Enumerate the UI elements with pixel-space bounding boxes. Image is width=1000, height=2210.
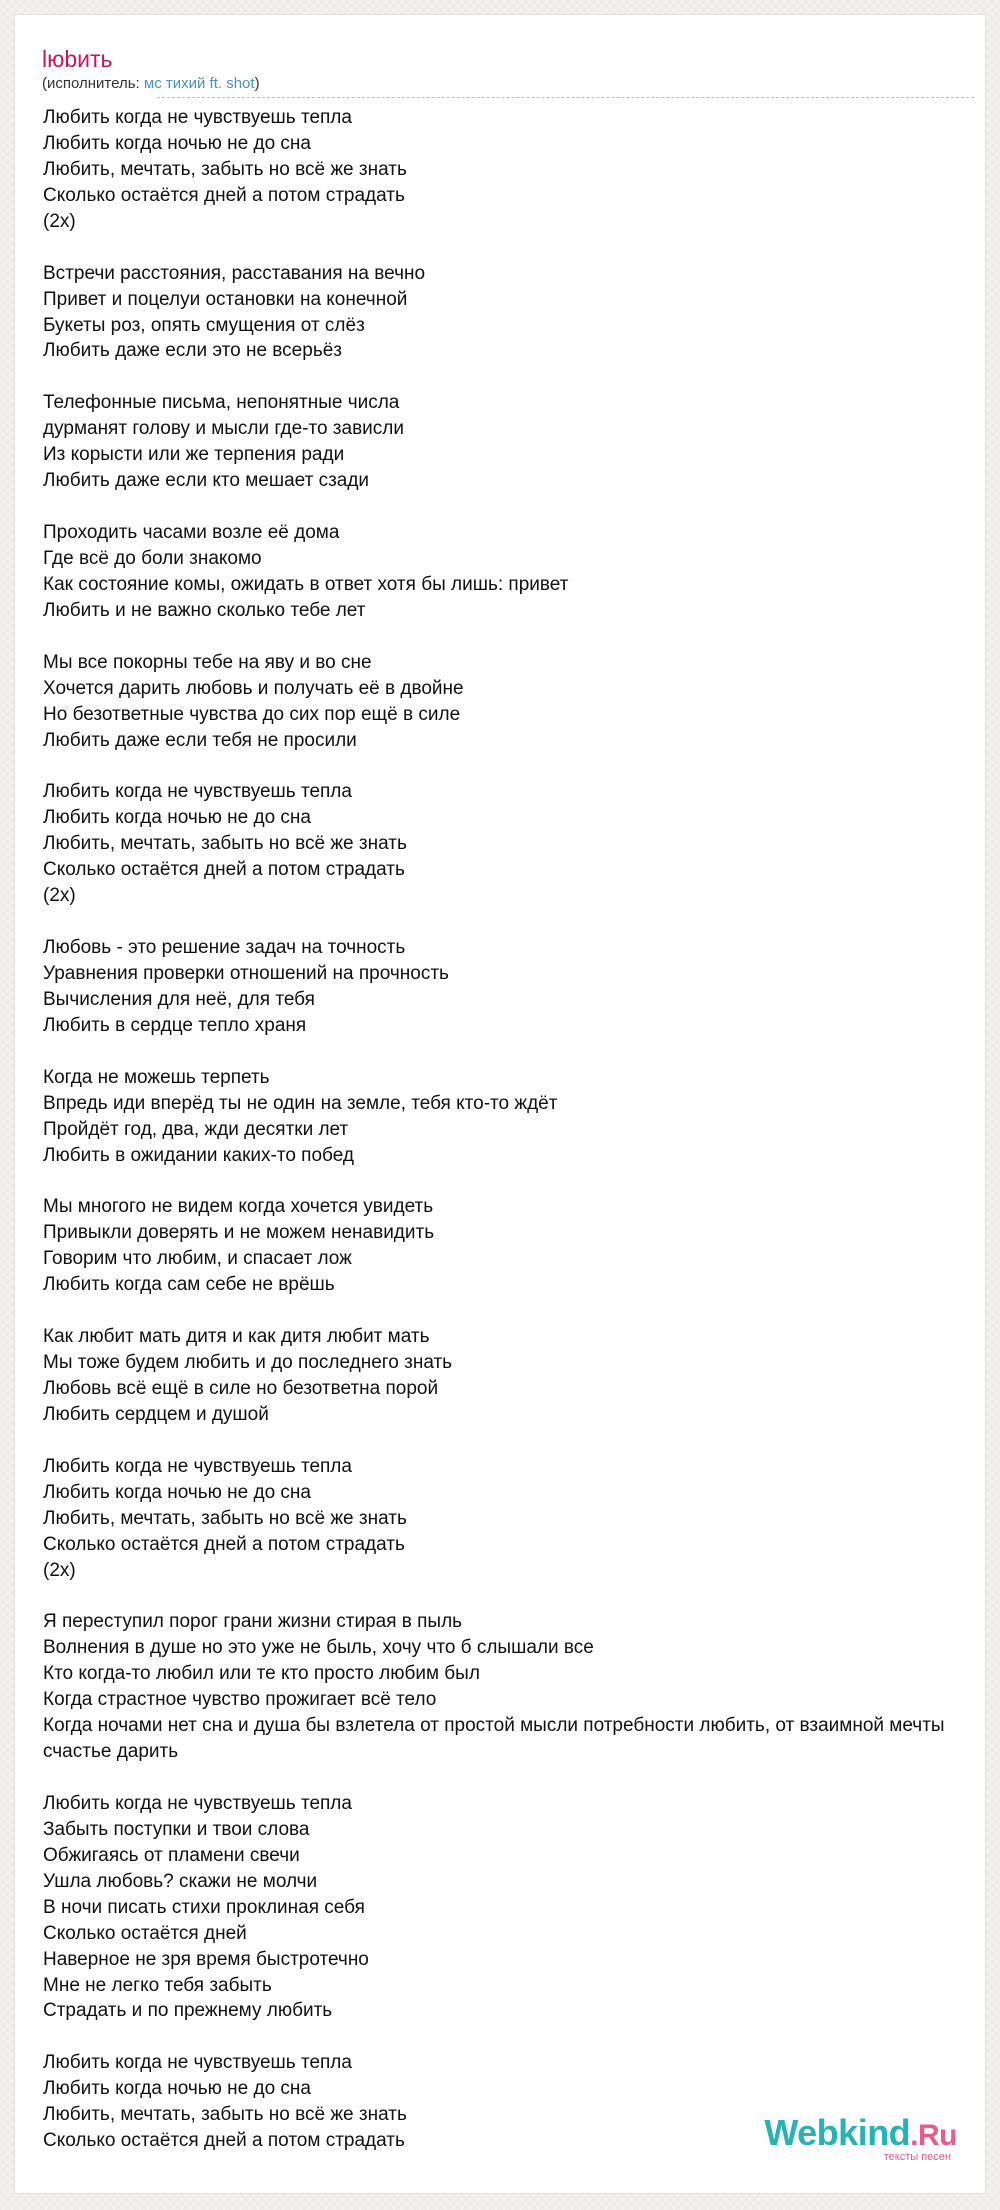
lyric-line: Как любит мать дитя и как дитя любит мать [43, 1326, 430, 1348]
lyric-line: Из корысти или же терпения ради [43, 444, 345, 466]
lyric-line: Кто когда-то любил или те кто просто любим был [43, 1663, 480, 1685]
lyric-line: Любить когда ночью не до сна [43, 807, 311, 829]
lyric-line: Уравнения проверки отношений на прочность [43, 962, 449, 984]
lyrics-card [14, 14, 986, 2194]
stanza [43, 261, 986, 365]
stanza [43, 1791, 986, 2024]
lyric-line: Мне не легко тебя забыть [43, 1974, 272, 1996]
lyric-line: Любить и не важно сколько тебе лет [43, 599, 366, 621]
lyric-line: Встречи расстояния, расставания на вечно [43, 262, 426, 284]
lyric-line: Вычисления для неё, для тебя [43, 988, 315, 1010]
lyric-line: Мы все покорны тебе на яву и во сне [43, 651, 372, 673]
stanza [43, 390, 986, 494]
lyric-line: Любить даже если тебя не просили [43, 729, 357, 751]
stanza [43, 1609, 986, 1765]
lyric-line: Но безответные чувства до сих пор ещё в силе [43, 703, 461, 725]
stanza [43, 1065, 986, 1169]
logo-wordmark [764, 2114, 957, 2155]
lyric-line: Любить, мечтать, забыть но всё же знать [43, 833, 407, 855]
lyric-line: Любить даже если это не всерьёз [43, 340, 342, 362]
lyric-line: Любить когда ночью не до сна [43, 132, 311, 154]
lyric-line: Где всё до боли знакомо [43, 547, 262, 569]
lyric-line: В ночи писать стихи проклиная себя [43, 1896, 365, 1918]
lyric-line: Хочется дарить любовь и получать её в двойне [43, 677, 464, 699]
lyric-line: Любить, мечтать, забыть но всё же знать [43, 2104, 407, 2126]
stanza [43, 650, 986, 754]
stanza [43, 935, 986, 1039]
lyric-line: Я переступил порог грани жизни стирая в пыль [43, 1611, 463, 1633]
lyric-line: (2x) [43, 1559, 76, 1581]
lyric-line: Ушла любовь? скажи не молчи [43, 1870, 318, 1892]
lyric-line: Мы тоже будем любить и до последнего знать [43, 1352, 453, 1373]
lyric-line: Телефонные письма, непонятные числа [43, 392, 400, 414]
lyric-line: Сколько остаётся дней а потом страдать [43, 1533, 405, 1555]
stanza [43, 1194, 986, 1298]
lyric-line: Мы многого не видем когда хочется увидеть [43, 1196, 434, 1218]
stanza [43, 520, 986, 624]
lyric-line: Любить когда не чувствуешь тепла [43, 1792, 352, 1814]
lyric-line: Любить когда не чувствуешь тепла [43, 2052, 352, 2074]
lyric-line: Сколько остаётся дней а потом страдать [43, 859, 405, 881]
lyric-line: Впредь иди вперёд ты не один на земле, тебя кто-то ждёт [43, 1092, 558, 1114]
lyric-line: Говорим что любим, и спасает лож [43, 1248, 352, 1270]
lyric-line: Любить когда не чувствуешь тепла [43, 107, 352, 128]
lyric-line: Любить сердцем и душой [43, 1403, 269, 1425]
lyric-line: Любить когда сам себе не врёшь [43, 1274, 335, 1296]
lyric-line: Проходить часами возле её дома [43, 522, 340, 543]
lyric-line: Пройдёт год, два, жди десятки лет [43, 1118, 349, 1140]
logo-subtitle: тексты песен [883, 2151, 951, 2163]
song-header [42, 45, 974, 98]
lyric-line: Волнения в душе но это уже не быль, хочу что б слышали все [43, 1637, 594, 1659]
stanza [43, 105, 986, 235]
stanza [43, 1324, 986, 1428]
performer-suffix: ) [254, 75, 260, 92]
lyric-line: Обжигаясь от пламени свечи [43, 1844, 300, 1866]
header-divider [157, 97, 974, 98]
lyric-line: Букеты роз, опять смущения от слёз [43, 314, 365, 336]
performer-line [42, 75, 974, 95]
lyric-line: Когда ночами нет сна и душа бы взлетела от простой мысли потребности любить, от взаимной мечты [43, 1715, 945, 1737]
lyric-line: Любовь - это решение задач на точность [43, 937, 406, 958]
lyric-line: счастье дарить [43, 1741, 179, 1763]
logo-main: Webkind [764, 2112, 911, 2153]
lyric-line: (2x) [43, 210, 76, 232]
lyric-line: Любить, мечтать, забыть но всё же знать [43, 158, 407, 180]
lyric-line: Как состояние комы, ожидать в ответ хотя бы лишь: привет [43, 573, 569, 595]
lyric-line: дурманят голову и мысли где-то зависли [43, 418, 404, 440]
lyric-line: Любить когда не чувствуешь тепла [43, 1455, 352, 1477]
lyrics-text [43, 105, 986, 2180]
performer-prefix: (исполнитель: [42, 75, 144, 92]
site-logo[interactable] [764, 2114, 957, 2163]
lyric-line: Привет и поцелуи остановки на конечной [43, 288, 408, 310]
lyric-line: Когда не можешь терпеть [43, 1066, 270, 1088]
song-title: lюbить [42, 46, 113, 72]
lyric-line: Страдать и по прежнему любить [43, 2000, 333, 2022]
lyric-line: Любить в ожидании каких-то побед [43, 1144, 354, 1166]
lyric-line: (2x) [43, 885, 76, 907]
lyric-line: Любить когда не чувствуешь тепла [43, 781, 352, 803]
lyric-line: Когда страстное чувство прожигает всё тело [43, 1689, 437, 1711]
lyric-line: Любить даже если кто мешает сзади [43, 470, 370, 492]
lyric-line: Сколько остаётся дней а потом страдать [43, 184, 405, 206]
lyric-line: Любовь всё ещё в силе но безответна порой [43, 1377, 439, 1399]
lyric-line: Любить, мечтать, забыть но всё же знать [43, 1507, 407, 1529]
stanza [43, 1454, 986, 1584]
lyric-line: Наверное не зря время быстротечно [43, 1948, 369, 1970]
lyric-line: Забыть поступки и твои слова [43, 1818, 310, 1840]
lyric-line: Привыкли доверять и не можем ненавидить [43, 1222, 435, 1244]
stanza [43, 779, 986, 909]
performer-link[interactable]: мс тихий ft. shot [143, 75, 255, 92]
lyric-line: Сколько остаётся дней [43, 1922, 247, 1944]
lyric-line: Любить когда ночью не до сна [43, 1481, 311, 1503]
lyric-line: Любить в сердце тепло храня [43, 1014, 307, 1036]
lyric-line: Сколько остаётся дней а потом страдать [43, 2130, 405, 2152]
lyric-line: Любить когда ночью не до сна [43, 2078, 311, 2100]
logo-tld: .Ru [910, 2119, 957, 2152]
